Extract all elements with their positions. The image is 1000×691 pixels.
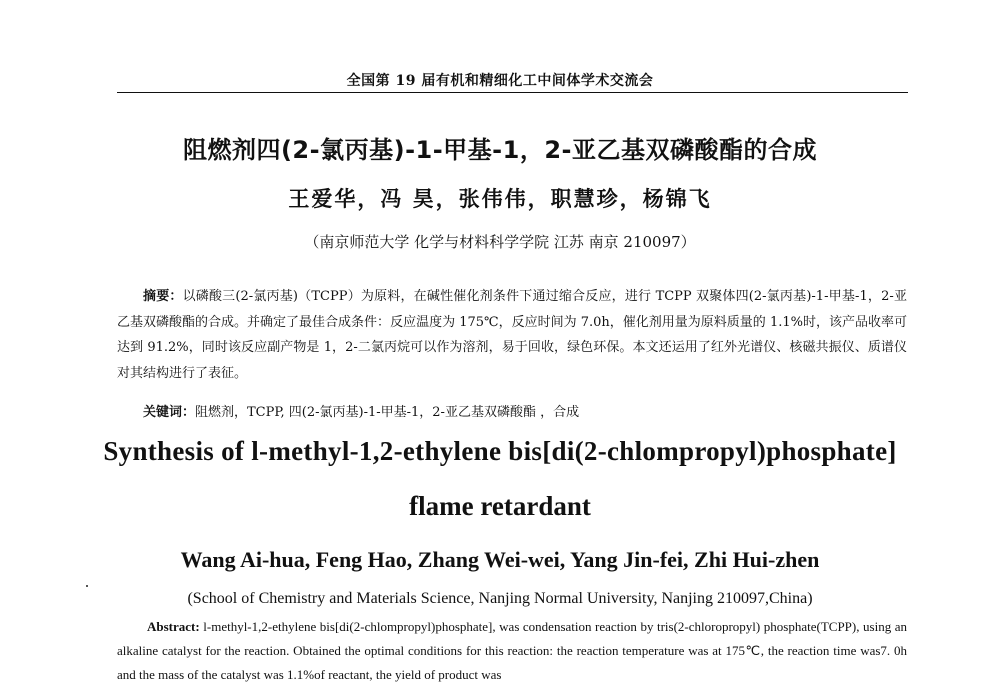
english-title-line-2: flame retardant: [409, 491, 591, 521]
chinese-authors: 王爱华，冯 昊，张伟伟，职慧珍，杨锦飞: [288, 186, 712, 211]
english-abstract-text: l-methyl-1,2-ethylene bis[di(2-chlompropyl)phosphate], was condensation reaction by tris(2-chloropropyl) phosphate(TCPP), using an alkaline catalyst for the reaction. Obtained the optimal conditions for this reaction: the reaction temperature was at 175℃, the reaction time was7. 0h and the mass of the catalyst was 1.1%of reactant, the yield of product was: [117, 619, 907, 682]
english-title-line-1: Synthesis of l-methyl-1,2-ethylene bis[di(2-chlompropyl)phosphate]: [103, 436, 897, 466]
english-abstract-label: Abstract:: [147, 619, 200, 634]
header-rule: [117, 92, 908, 93]
english-authors: Wang Ai-hua, Feng Hao, Zhang Wei-wei, Yang Jin-fei, Zhi Hui-zhen: [180, 547, 820, 572]
chinese-keywords: [143, 403, 907, 423]
scan-speck: [86, 585, 88, 587]
chinese-keywords-text: 阻燃剂，TCPP, 四(2-氯丙基)-1-甲基-1，2-亚乙基双磷酸酯 ，合成: [195, 405, 580, 420]
chinese-abstract-label: 摘要：: [143, 289, 183, 304]
chinese-abstract-text: 以磷酸三(2-氯丙基)（TCPP）为原料，在碱性催化剂条件下通过缩合反应，进行 TCPP 双聚体四(2-氯丙基)-1-甲基-1，2-亚乙基双磷酸酯的合成。并确定了最佳合成条件：反应温度为 175℃，反应时间为 7.0h，催化剂用量为原料质量的 1.1%时，该产品收率可达到 91.2%，同时该反应副产物是 1，2-二氯丙烷可以作为溶剂，易于回收，绿色环保。本文还运用了红外光谱仪、核磁共振仪、质谱仪对其结构进行了表征。: [117, 289, 907, 381]
english-abstract: [117, 615, 907, 687]
chinese-title: 阻燃剂四(2-氯丙基)-1-甲基-1，2-亚乙基双磷酸酯的合成: [182, 136, 818, 164]
chinese-abstract: [117, 284, 907, 386]
english-affiliation: (School of Chemistry and Materials Science, Nanjing Normal University, Nanjing 210097,China): [187, 590, 813, 607]
running-header: 全国第 19 届有机和精细化工中间体学术交流会: [346, 73, 654, 89]
chinese-affiliation: （南京师范大学 化学与材料科学学院 江苏 南京 210097）: [304, 233, 696, 251]
chinese-keywords-label: 关键词：: [143, 405, 196, 420]
